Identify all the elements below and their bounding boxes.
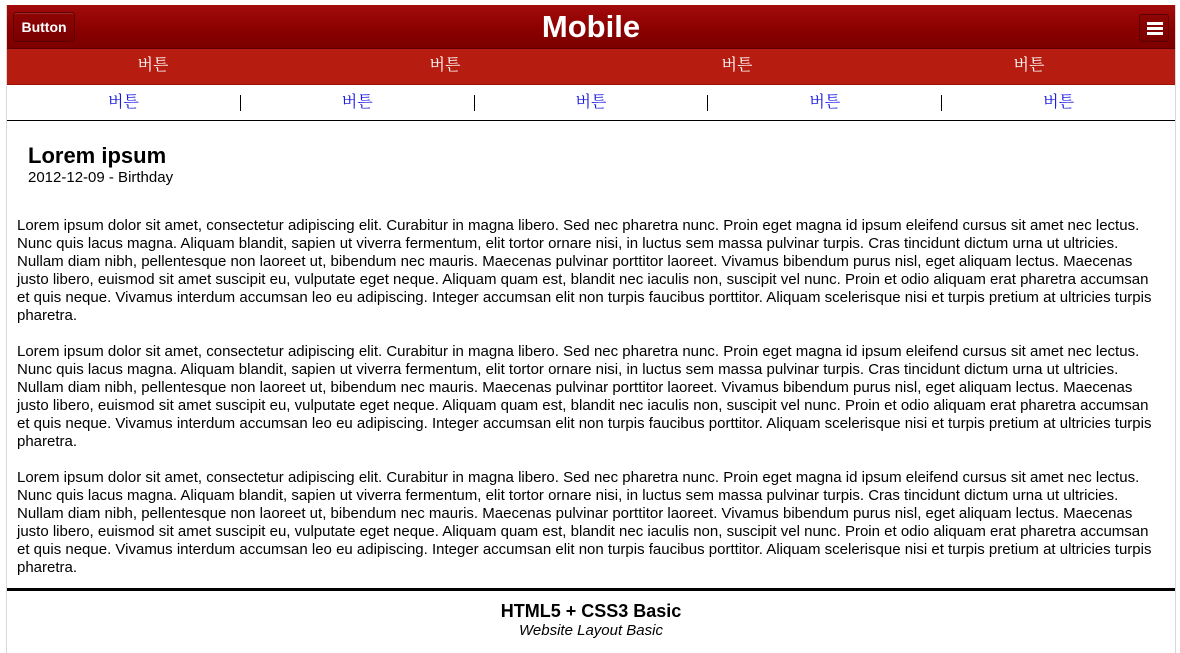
primary-nav-item[interactable]: 버튼: [1013, 57, 1045, 74]
page-title: Mobile: [541, 9, 641, 44]
article-paragraph: Lorem ipsum dolor sit amet, consectetur adipiscing elit. Curabitur in magna libero. Sed nec pharetra nunc. Proin eget magna id ipsum eleifend cursus sit amet nec lectus. Nunc quis lacus magna. Aliquam blandit, sapien ut viverra fermentum, elit tortor ornare nisi, in luctus sem massa pulvinar turpis. Cras tincidunt dictum urna ut ultricies. Nullam diam nibh, pellentesque non laoreet ut, bibendum nec mauris. Maecenas pulvinar porttitor laoreet. Vivamus bibendum purus nisl, eget aliquam lectus. Maecenas justo libero, euismod sit amet suscipit eu, vulputate eget neque. Aliquam quam est, blandit nec iaculis non, suscipit vel nunc. Proin et odio aliquam erat pharetra accumsan et quis neque. Vivamus interdum accumsan leo eu adipiscing. Integer accumsan elit non turpis faucibus porttitor. Aliquam scelerisque nisi et turpis pretium at ultricies turpis pharetra.: [17, 469, 1152, 576]
footer-subtitle: Website Layout Basic: [519, 622, 663, 639]
hamburger-menu-icon[interactable]: [1139, 14, 1169, 42]
footer-title: HTML5 + CSS3 Basic: [500, 601, 682, 621]
primary-nav-item[interactable]: 버튼: [137, 57, 169, 74]
primary-nav-item[interactable]: 버튼: [721, 57, 753, 74]
primary-nav: [7, 49, 1175, 85]
secondary-nav-link[interactable]: 버튼: [708, 95, 942, 111]
article: [7, 121, 1175, 577]
secondary-nav-link[interactable]: 버튼: [7, 95, 241, 111]
secondary-nav-link[interactable]: 버튼: [1043, 93, 1075, 111]
article-paragraph: Lorem ipsum dolor sit amet, consectetur adipiscing elit. Curabitur in magna libero. Sed nec pharetra nunc. Proin eget magna id ipsum eleifend cursus sit amet nec lectus. Nunc quis lacus magna. Aliquam blandit, sapien ut viverra fermentum, elit tortor ornare nisi, in luctus sem massa pulvinar turpis. Cras tincidunt dictum urna ut ultricies. Nullam diam nibh, pellentesque non laoreet ut, bibendum nec mauris. Maecenas pulvinar porttitor laoreet. Vivamus bibendum purus nisl, eget aliquam lectus. Maecenas justo libero, euismod sit amet suscipit eu, vulputate eget neque. Aliquam quam est, blandit nec iaculis non, suscipit vel nunc. Proin et odio aliquam erat pharetra accumsan et quis neque. Vivamus interdum accumsan leo eu adipiscing. Integer accumsan elit non turpis faucibus porttitor. Aliquam scelerisque nisi et turpis pretium at ultricies turpis pharetra.: [17, 217, 1152, 324]
secondary-nav: [7, 85, 1175, 121]
mobile-frame: [6, 5, 1176, 653]
footer: [7, 588, 1175, 640]
article-meta: 2012-12-09 - Birthday: [28, 169, 174, 186]
article-title: Lorem ipsum: [28, 143, 167, 168]
header-left-button[interactable]: Button: [13, 12, 75, 42]
header-bar: [7, 5, 1175, 49]
article-paragraph: Lorem ipsum dolor sit amet, consectetur adipiscing elit. Curabitur in magna libero. Sed nec pharetra nunc. Proin eget magna id ipsum eleifend cursus sit amet nec lectus. Nunc quis lacus magna. Aliquam blandit, sapien ut viverra fermentum, elit tortor ornare nisi, in luctus sem massa pulvinar turpis. Cras tincidunt dictum urna ut ultricies. Nullam diam nibh, pellentesque non laoreet ut, bibendum nec mauris. Maecenas pulvinar porttitor laoreet. Vivamus bibendum purus nisl, eget aliquam lectus. Maecenas justo libero, euismod sit amet suscipit eu, vulputate eget neque. Aliquam quam est, blandit nec iaculis non, suscipit vel nunc. Proin et odio aliquam erat pharetra accumsan et quis neque. Vivamus interdum accumsan leo eu adipiscing. Integer accumsan elit non turpis faucibus porttitor. Aliquam scelerisque nisi et turpis pretium at ultricies turpis pharetra.: [17, 343, 1152, 450]
primary-nav-item[interactable]: 버튼: [429, 57, 461, 74]
secondary-nav-link[interactable]: 버튼: [475, 95, 709, 111]
secondary-nav-link[interactable]: 버튼: [241, 95, 475, 111]
article-header: [17, 121, 1165, 187]
